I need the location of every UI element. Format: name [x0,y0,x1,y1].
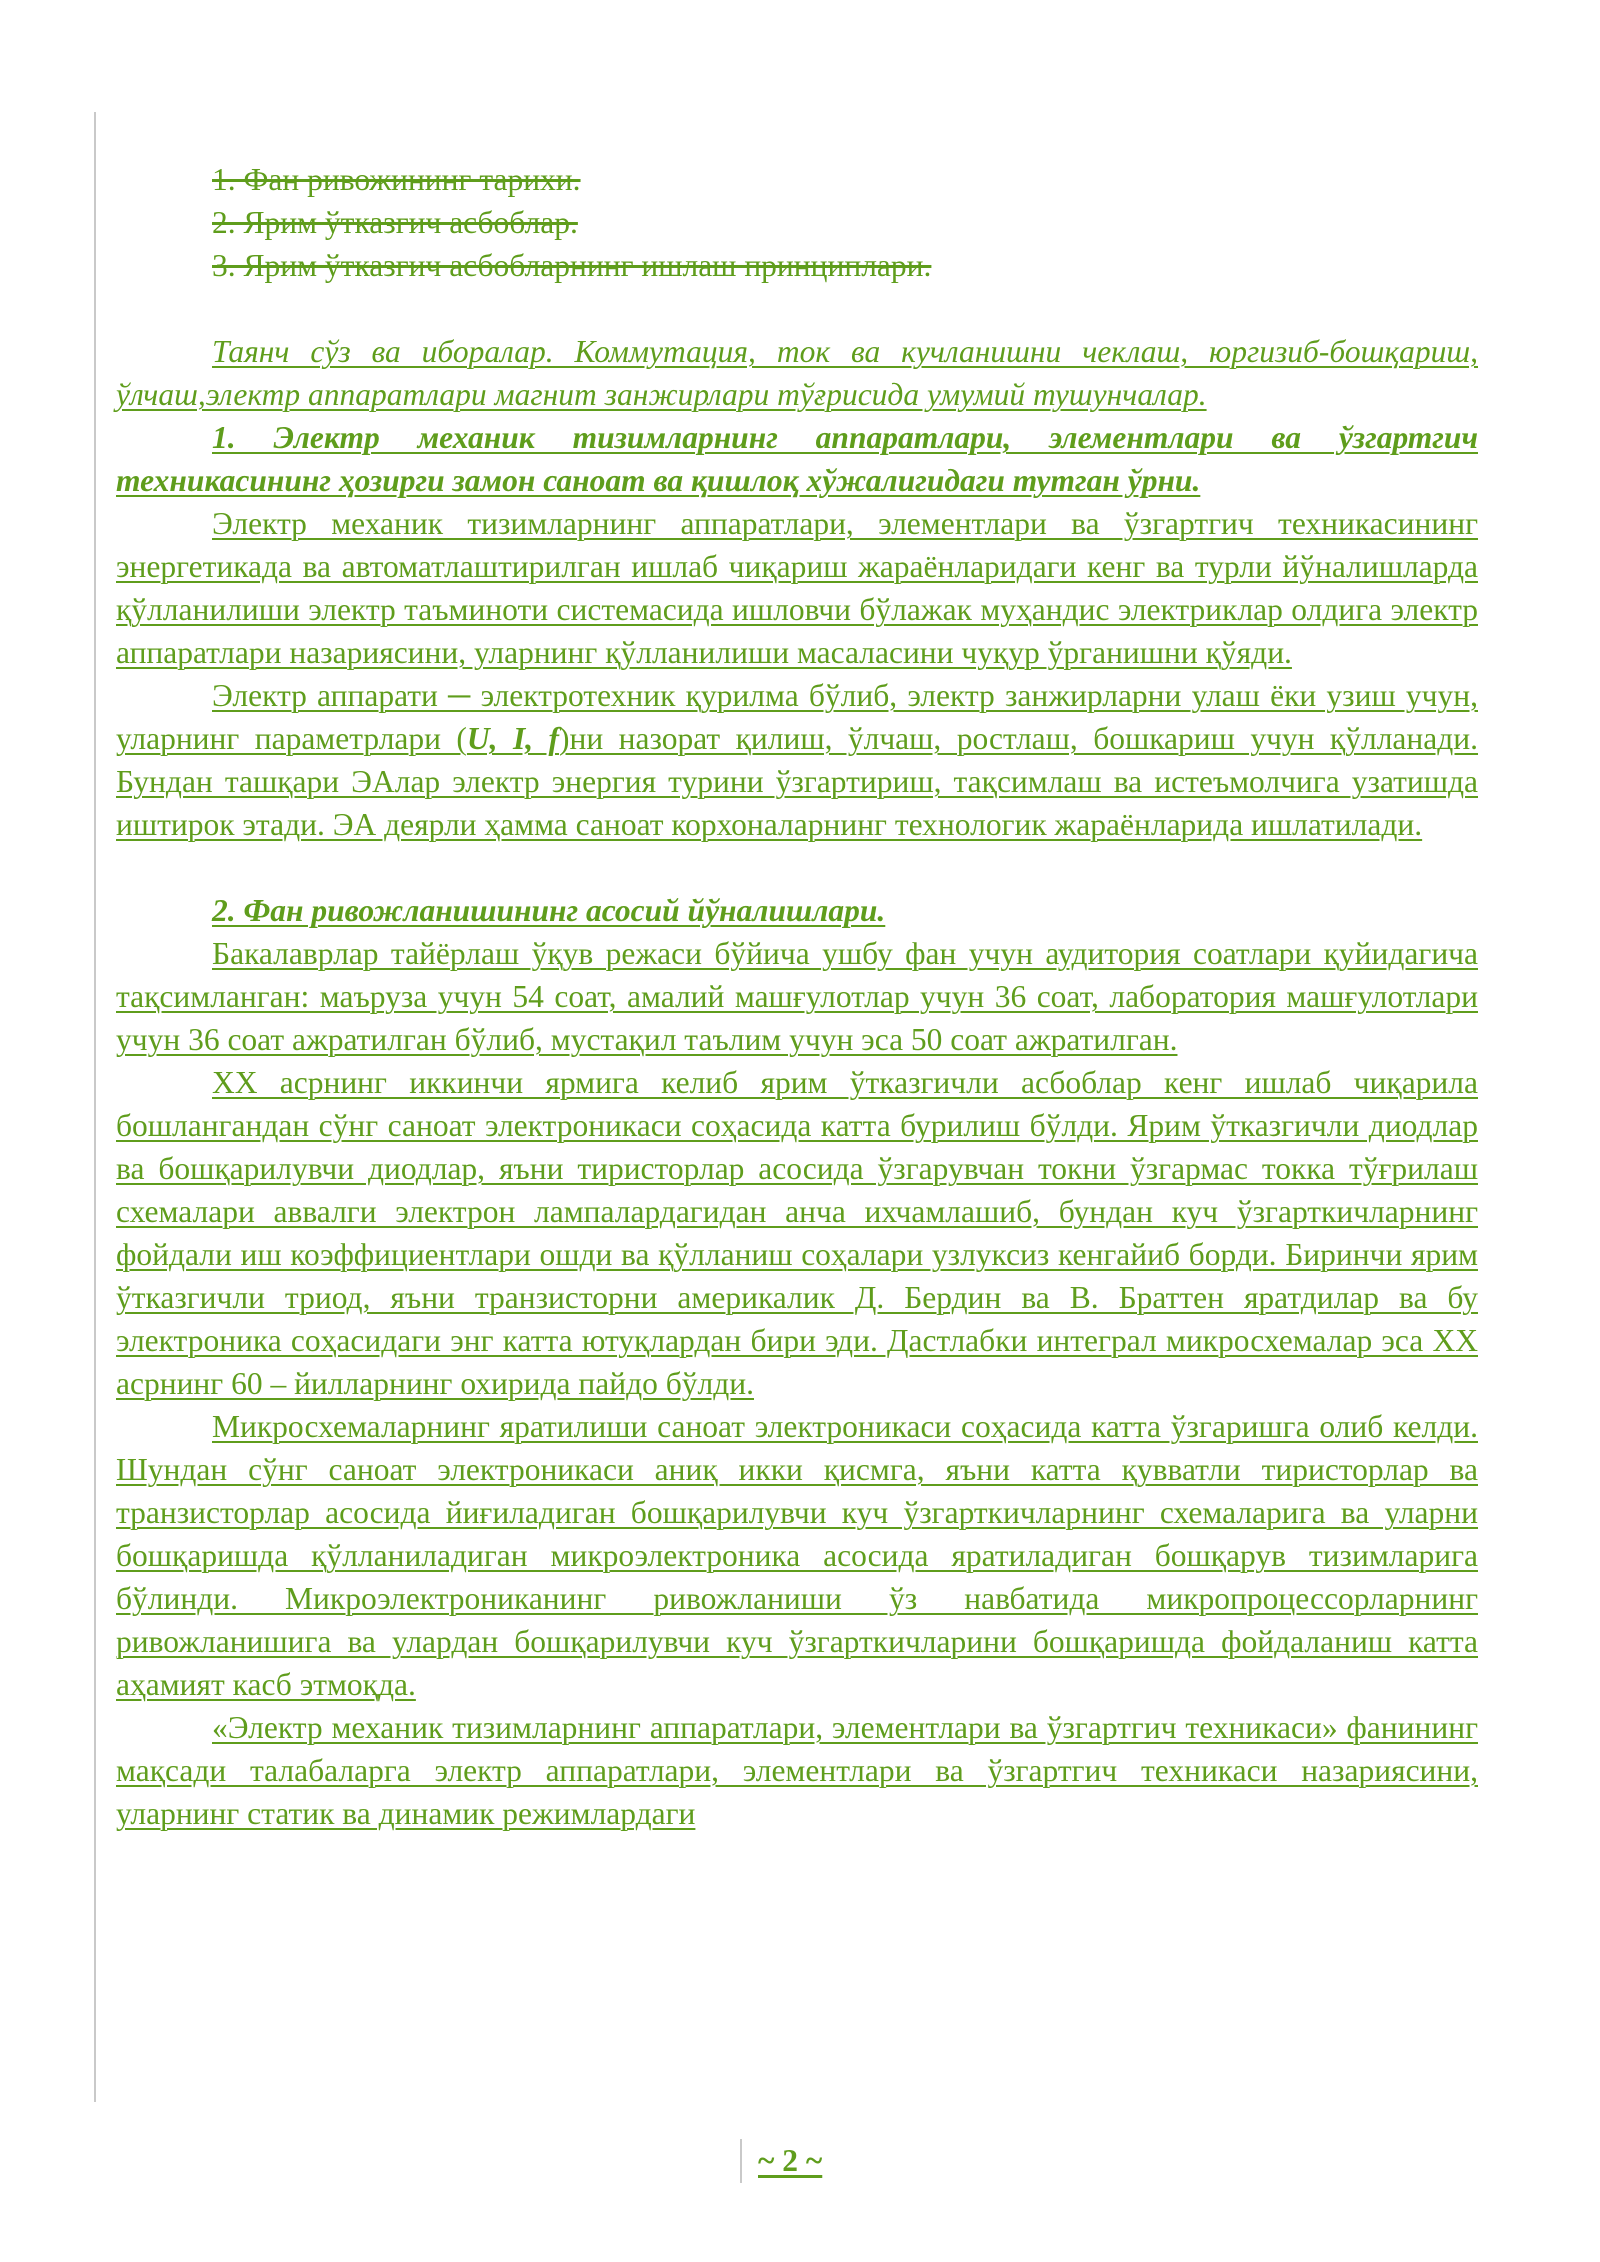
section-1-paragraph-1: Электр механик тизимларнинг аппаратлари, элементлари ва ўзгартгич техникасининг энергетикада ва автоматлаштирилган ишлаб чиқариш жараёнларидаги кенг ва турли йўналишларда қўлланилиши электр таъминоти системасида ишловчи бўлажак муҳандис электриклар олдига электр аппаратлари назариясини, уларнинг қўлланилиши масаласини чуқур ўрганишни қўяди. [116,506,1478,670]
section-2-paragraph-4: «Электр механик тизимларнинг аппаратлари, элементлари ва ўзгартгич техникаси» фанининг мақсади талабаларга электр аппаратлари, элементлари ва ўзгартгич техникаси назариясини, уларнинг статик ва динамик режимлардаги [116,1710,1478,1831]
section-2-paragraph-3: Микросхемаларнинг яратилиши саноат электроникаси соҳасида катта ўзгаришга олиб келди. Шундан сўнг саноат электроникаси аниқ икки қисмга, яъни катта қувватли тиристорлар ва транзисторлар асосида йиғиладиган бошқарилувчи куч ўзгарткичларнинг схемаларига ва уларни бошқаришда қўлланиладиган микроэлектроника асосида яратиладиган бошқарув тизимларига бўлинди. Микроэлектрониканинг ривожланиши ўз навбатида микропроцессорларнинг ривожланишига ва улардан бошқарилувчи куч ўзгарткичларини бошқаришда фойдаланиш катта аҳамият касб этмоқда. [116,1409,1478,1702]
spacer [116,846,1478,889]
section-2-heading: 2. Фан ривожланишининг асосий йўналишлари. [212,893,886,928]
agenda-item-2: 2. Ярим ўтказгич асбоблар. [212,205,578,240]
parameters-formula: U, I, f [466,721,560,756]
page-number: ~ 2 ~ [758,2143,823,2178]
page-footer [740,2135,822,2187]
paragraph-text: )ни назорат қилиш, ўлчаш, ростлаш, бошкариш учун қўлланади. Бундан ташқари ЭАлар электр энергия турини ўзгартириш, тақсимлаш ва истеъмолчига узатишда иштирок этади. ЭА деярли ҳамма саноат корхоналарнинг технологик жараёнларида ишлатилади. [116,721,1479,842]
document-body [116,158,1478,1835]
section-1-paragraph-2 [116,674,1478,846]
section-2-paragraph-1: Бакалаврлар тайёрлаш ўқув режаси бўйича ушбу фан учун аудитория соатлари қуйидагича тақсимланган: маъруза учун 54 соат, амалий машғулотлар учун 36 соат, лаборатория машғулотлари учун 36 соат ажратилган бўлиб, мустақил таълим учун эса 50 соат ажратилган. [116,936,1478,1057]
keywords-paragraph: Таянч сўз ва иборалар. Коммутация, ток ва кучланишни чеклаш, юргизиб-бошқариш, ўлчаш,электр аппаратлари магнит занжирлари тўғрисида умумий тушунчалар. [116,334,1478,412]
agenda-item-1: 1. Фан ривожининг тарихи. [212,162,581,197]
section-1-heading: 1. Электр механик тизимларнинг аппаратлари, элементлари ва ўзгартгич техникасининг ҳозирги замон саноат ва қишлоқ хўжалигидаги тутган ўрни. [116,420,1478,498]
paragraph-text: Электр аппарати ─ электротехник қурилма бўлиб, электр занжирларни улаш ёки узиш учун, уларнинг параметрлари ( [116,678,1478,756]
spacer [116,287,1478,330]
left-margin-rule [94,112,96,2102]
section-2-paragraph-2: XX асрнинг иккинчи ярмига келиб ярим ўтказгичли асбоблар кенг ишлаб чиқарила бошлангандан сўнг саноат электроникаси соҳасида катта бурилиш бўлди. Ярим ўтказгичли диодлар ва бошқарилувчи диодлар, яъни тиристорлар асосида ўзгарувчан токни ўзгармас токка тўғрилаш схемалари аввалги электрон лампалардагидан анча ихчамлашиб, бундан куч ўзгарткичларнинг фойдали иш коэффициентлари ошди ва қўлланиш соҳалари узлуксиз кенгайиб борди. Биринчи ярим ўтказгичли триод, яъни транзисторни америкалик Д. Бердин ва В. Браттен яратдилар ва бу электроника соҳасидаги энг катта ютуқлардан бири эди. Дастлабки интеграл микросхемалар эса XX асрнинг 60 – йилларнинг охирида пайдо бўлди. [116,1065,1478,1401]
agenda-item-3: 3. Ярим ўтказгич асбобларнинг ишлаш принциплари. [212,248,932,283]
footer-rule [740,2139,742,2183]
